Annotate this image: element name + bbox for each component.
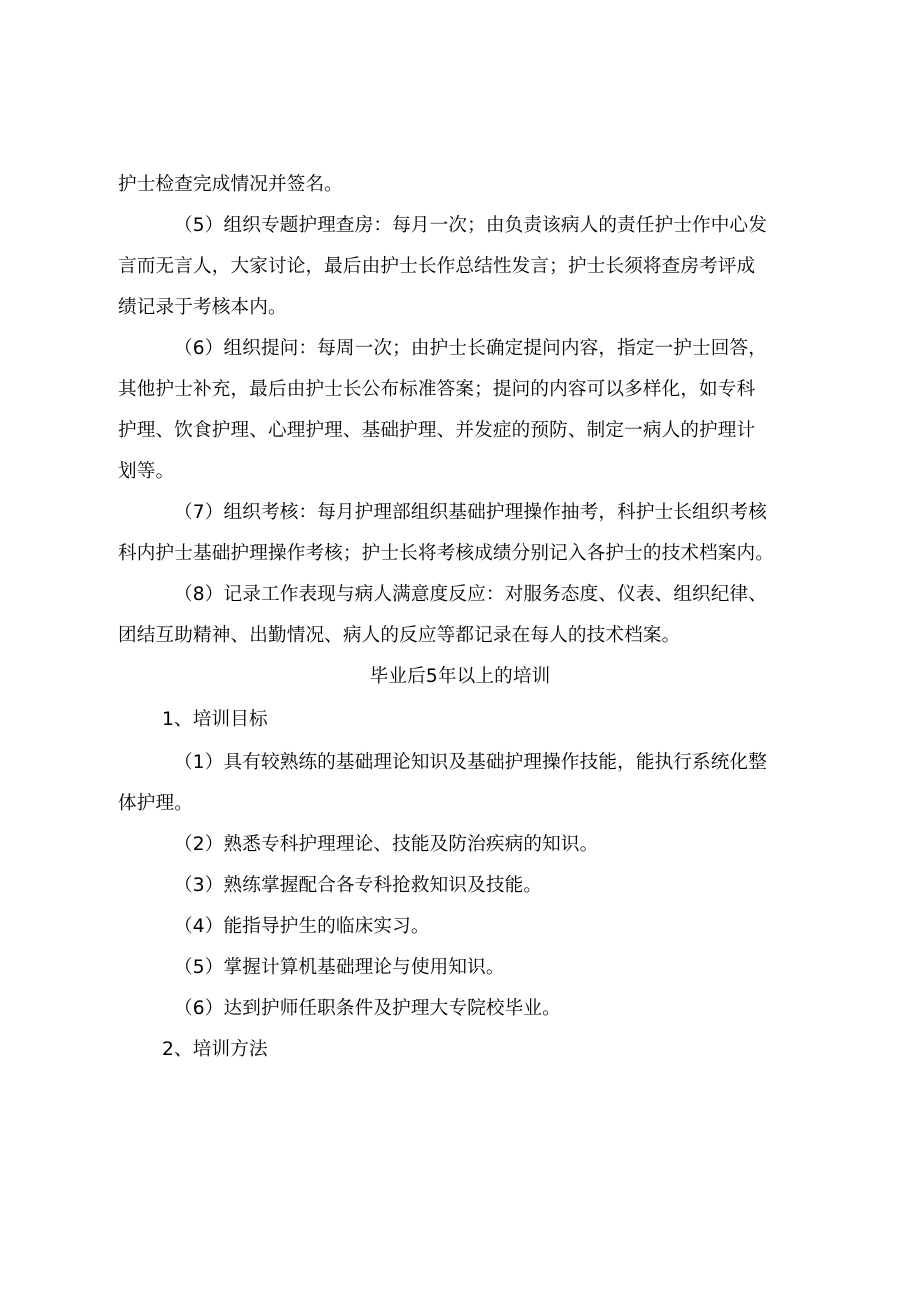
goal-2: （2）熟悉专科护理理论、技能及防治疾病的知识。: [174, 834, 599, 855]
section-title: 毕业后5年以上的培训: [369, 666, 551, 687]
item-8-line-1: （8）记录工作表现与病人满意度反应：对服务态度、仪表、组织纪律、: [174, 584, 768, 605]
goal-6: （6）达到护师任职条件及护理大专院校毕业。: [174, 998, 561, 1019]
item-6-line-4: 划等。: [118, 461, 175, 482]
item-5-line-3: 绩记录于考核本内。: [118, 297, 287, 318]
item-5-line-2: 言而无言人，大家讨论，最后由护士长作总结性发言；护士长须将查房考评成: [118, 256, 756, 277]
goal-3: （3）熟练掌握配合各专科抢救知识及技能。: [174, 875, 543, 896]
paragraph-line: 护士检查完成情况并签名。: [118, 174, 343, 195]
item-5-line-1: （5）组织专题护理查房：每月一次；由负责该病人的责任护士作中心发: [174, 215, 768, 236]
methods-heading: 2、培训方法: [162, 1039, 268, 1060]
item-6-line-3: 护理、饮食护理、心理护理、基础护理、并发症的预防、制定一病人的护理计: [118, 420, 756, 441]
item-6-line-2: 其他护士补充，最后由护士长公布标准答案；提问的内容可以多样化，如专科: [118, 379, 756, 400]
item-6-line-1: （6）组织提问：每周一次；由护士长确定提问内容，指定一护士回答，: [174, 338, 768, 359]
goal-1-line-2: 体护理。: [118, 793, 193, 814]
item-7-line-2: 科内护士基础护理操作考核；护士长将考核成绩分别记入各护士的技术档案内。: [118, 543, 775, 564]
goal-5: （5）掌握计算机基础理论与使用知识。: [174, 957, 505, 978]
goals-heading: 1、培训目标: [162, 709, 268, 730]
item-7-line-1: （7）组织考核：每月护理部组织基础护理操作抽考，科护士长组织考核: [174, 502, 768, 523]
item-8-line-2: 团结互助精神、出勤情况、病人的反应等都记录在每人的技术档案。: [118, 625, 681, 646]
goal-4: （4）能指导护生的临床实习。: [174, 916, 430, 937]
goal-1-line-1: （1）具有较熟练的基础理论知识及基础护理操作技能，能执行系统化整: [174, 752, 768, 773]
